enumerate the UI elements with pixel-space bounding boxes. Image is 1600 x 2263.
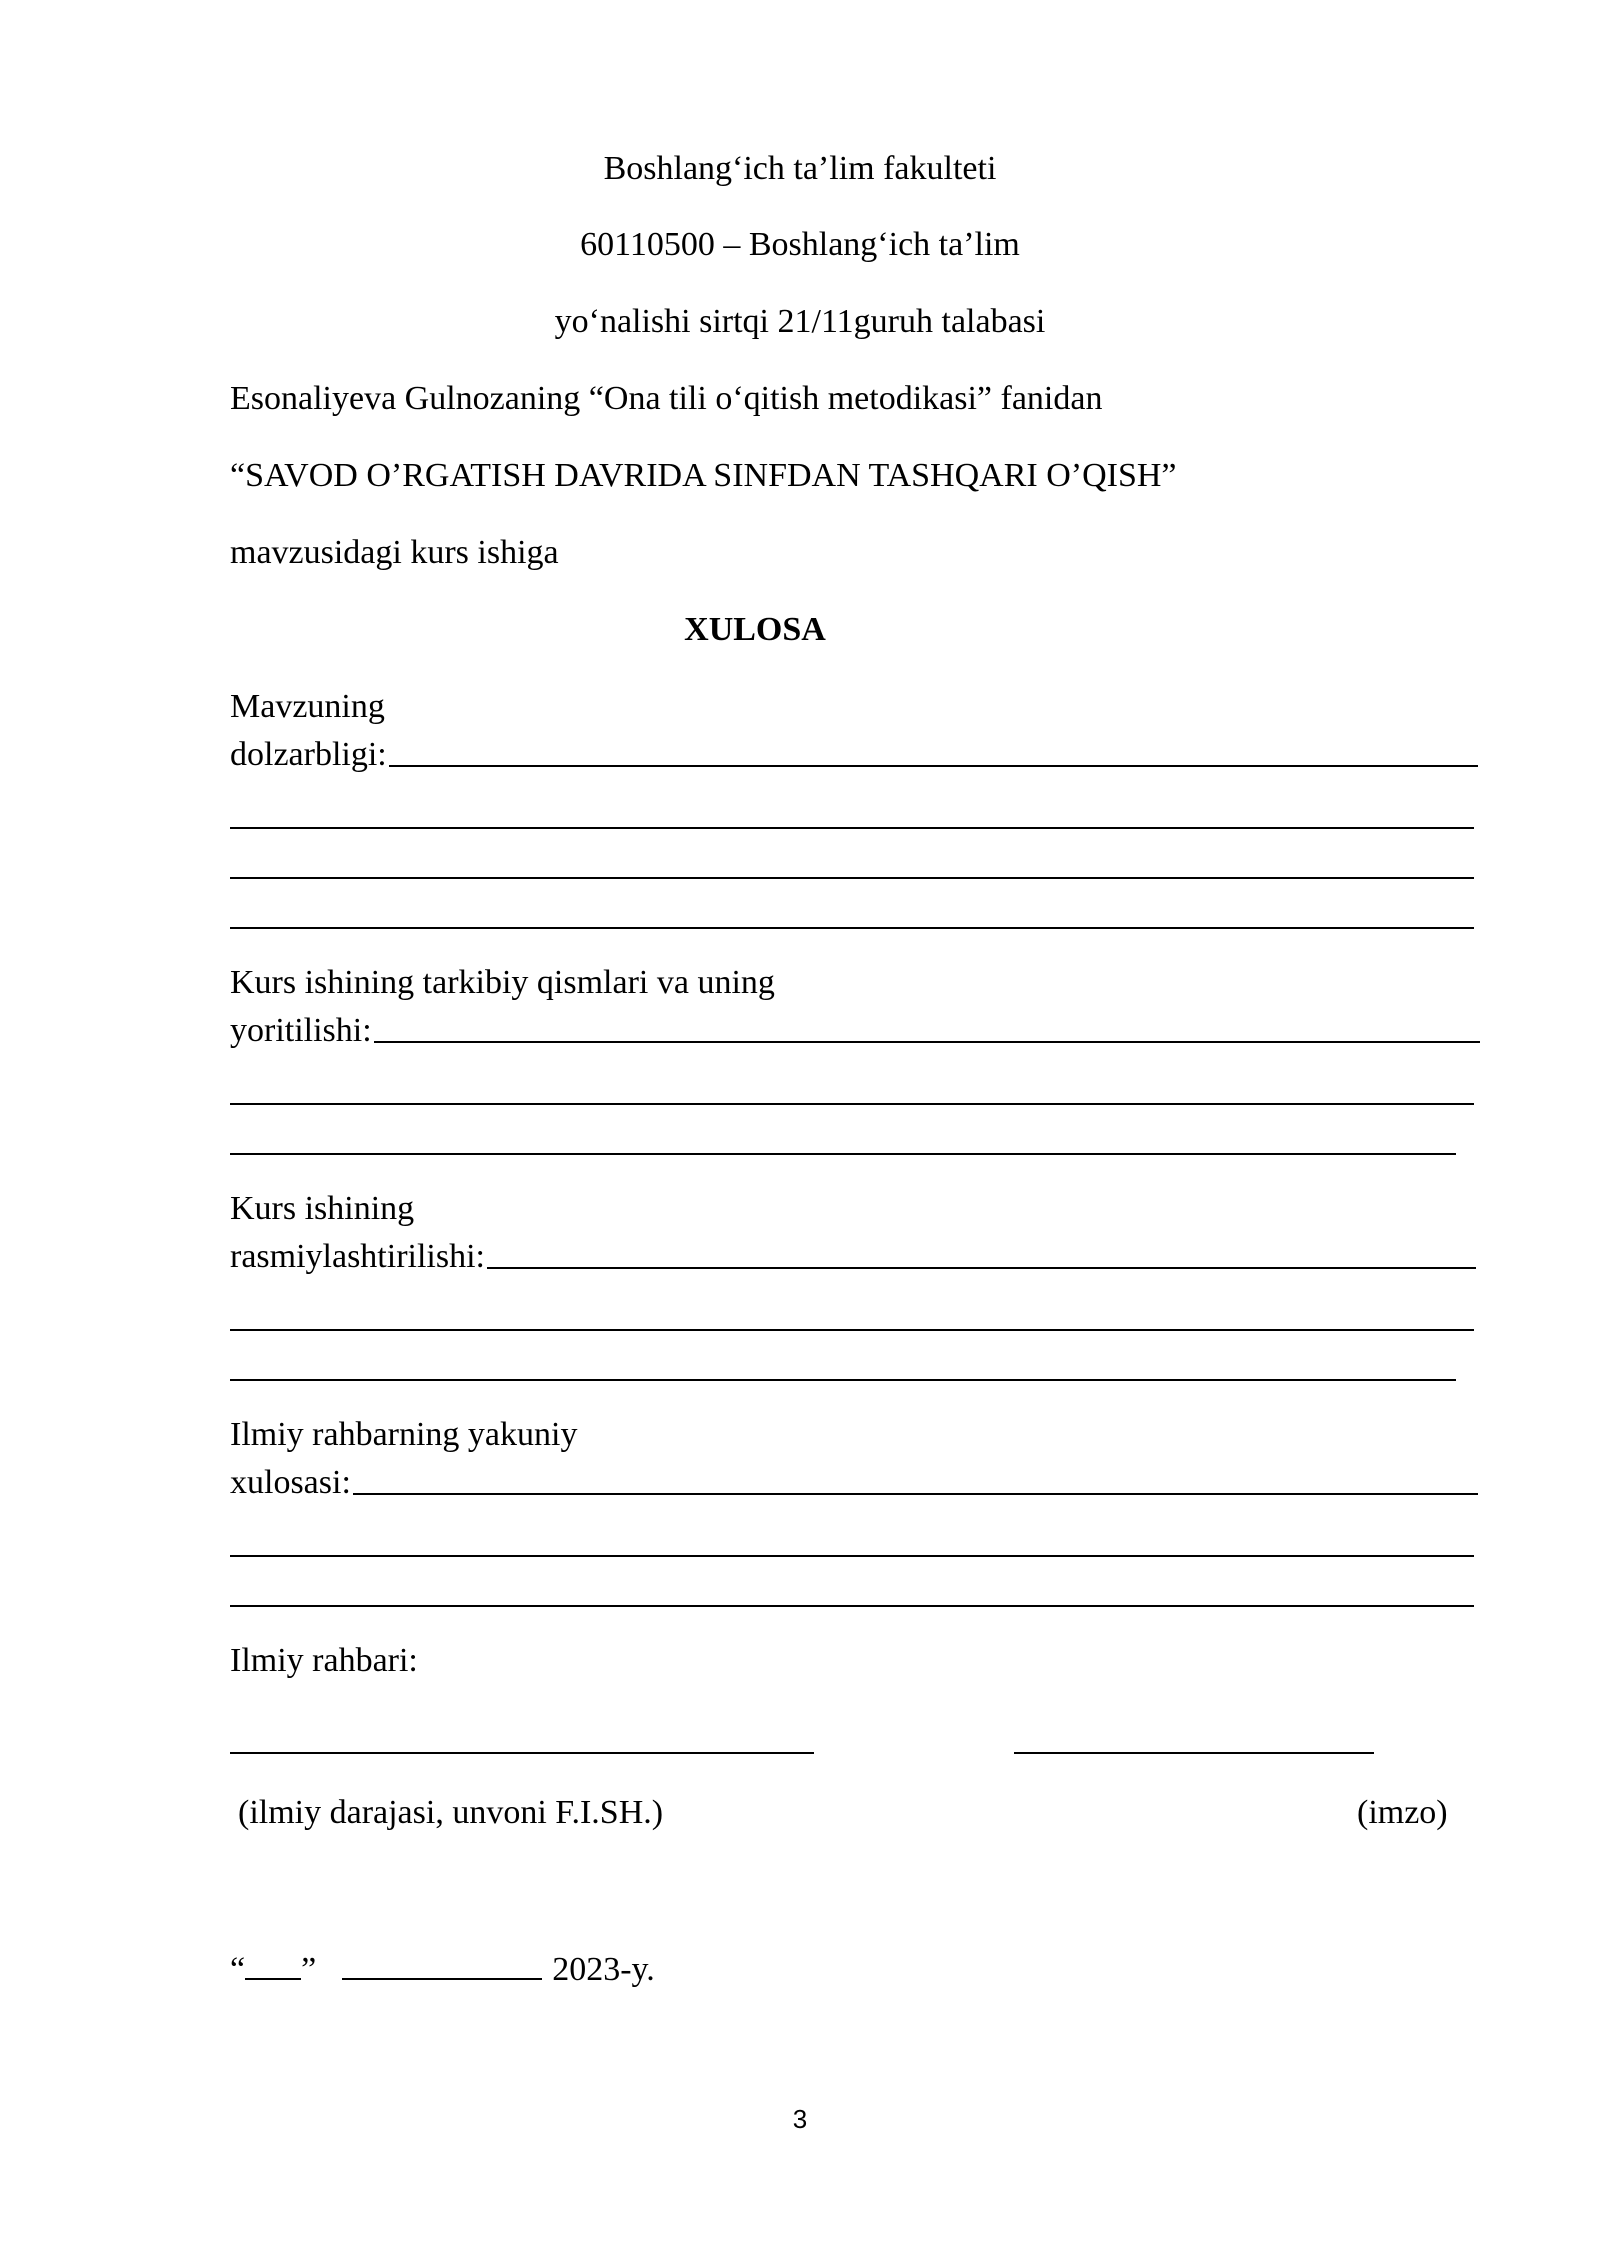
section-4-answer-line[interactable] [230, 1555, 1474, 1557]
section-4-label-bottom: xulosasi: [230, 1464, 351, 1501]
date-day-field[interactable] [245, 1950, 301, 1980]
section-2-answer-line[interactable] [230, 1103, 1474, 1105]
section-1-label-line [230, 736, 1478, 774]
topic-line: “SAVOD O’RGATISH DAVRIDA SINFDAN TASHQARI O’QISH” [230, 457, 1177, 494]
section-1-answer-line[interactable] [230, 827, 1474, 829]
section-2-label-top: Kurs ishining tarkibiy qismlari va uning [230, 964, 775, 1001]
document-title: XULOSA [684, 611, 826, 648]
supervisor-name-caption: (ilmiy darajasi, unvoni F.I.SH.) [238, 1794, 664, 1831]
student-line: Esonaliyeva Gulnozaning “Ona tili o‘qitish metodikasi” fanidan [230, 380, 1103, 417]
supervisor-signature-line[interactable] [1014, 1752, 1374, 1754]
program-line: 60110500 – Boshlang‘ich ta’lim [580, 226, 1020, 263]
section-1-label-top: Mavzuning [230, 688, 385, 725]
section-1-answer-line[interactable] [230, 877, 1474, 879]
section-4-answer-field[interactable] [353, 1493, 1478, 1495]
section-2-answer-field[interactable] [374, 1041, 1480, 1043]
faculty-line: Boshlang‘ich ta’lim fakulteti [603, 150, 997, 187]
section-3-answer-line[interactable] [230, 1329, 1474, 1331]
section-3-label-line [230, 1238, 1476, 1276]
section-4-label-line [230, 1464, 1478, 1502]
section-4-label-top: Ilmiy rahbarning yakuniy [230, 1416, 578, 1453]
section-3-answer-field[interactable] [487, 1267, 1476, 1269]
section-1-answer-field[interactable] [389, 765, 1478, 767]
supervisor-signature-caption: (imzo) [1357, 1794, 1448, 1831]
supervisor-label: Ilmiy rahbari: [230, 1642, 418, 1679]
section-3-label-bottom: rasmiylashtirilishi: [230, 1238, 485, 1275]
group-line: yo‘nalishi sirtqi 21/11guruh talabasi [554, 303, 1046, 340]
date-close-quote: ” [301, 1951, 317, 1988]
section-4-answer-line[interactable] [230, 1605, 1474, 1607]
date-open-quote: “ [230, 1951, 246, 1988]
supervisor-name-line[interactable] [230, 1752, 814, 1754]
section-3-label-top: Kurs ishining [230, 1190, 415, 1227]
section-3-answer-line[interactable] [230, 1379, 1456, 1381]
date-line [230, 1950, 655, 1989]
section-1-answer-line[interactable] [230, 927, 1474, 929]
course-work-line: mavzusidagi kurs ishiga [230, 534, 559, 571]
section-2-label-bottom: yoritilishi: [230, 1012, 372, 1049]
section-2-label-line [230, 1012, 1480, 1050]
date-month-field[interactable] [342, 1950, 542, 1980]
section-1-label-bottom: dolzarbligi: [230, 736, 387, 773]
section-2-answer-line[interactable] [230, 1153, 1456, 1155]
page-number: 3 [792, 2104, 808, 2134]
date-year: 2023-y. [552, 1951, 655, 1988]
